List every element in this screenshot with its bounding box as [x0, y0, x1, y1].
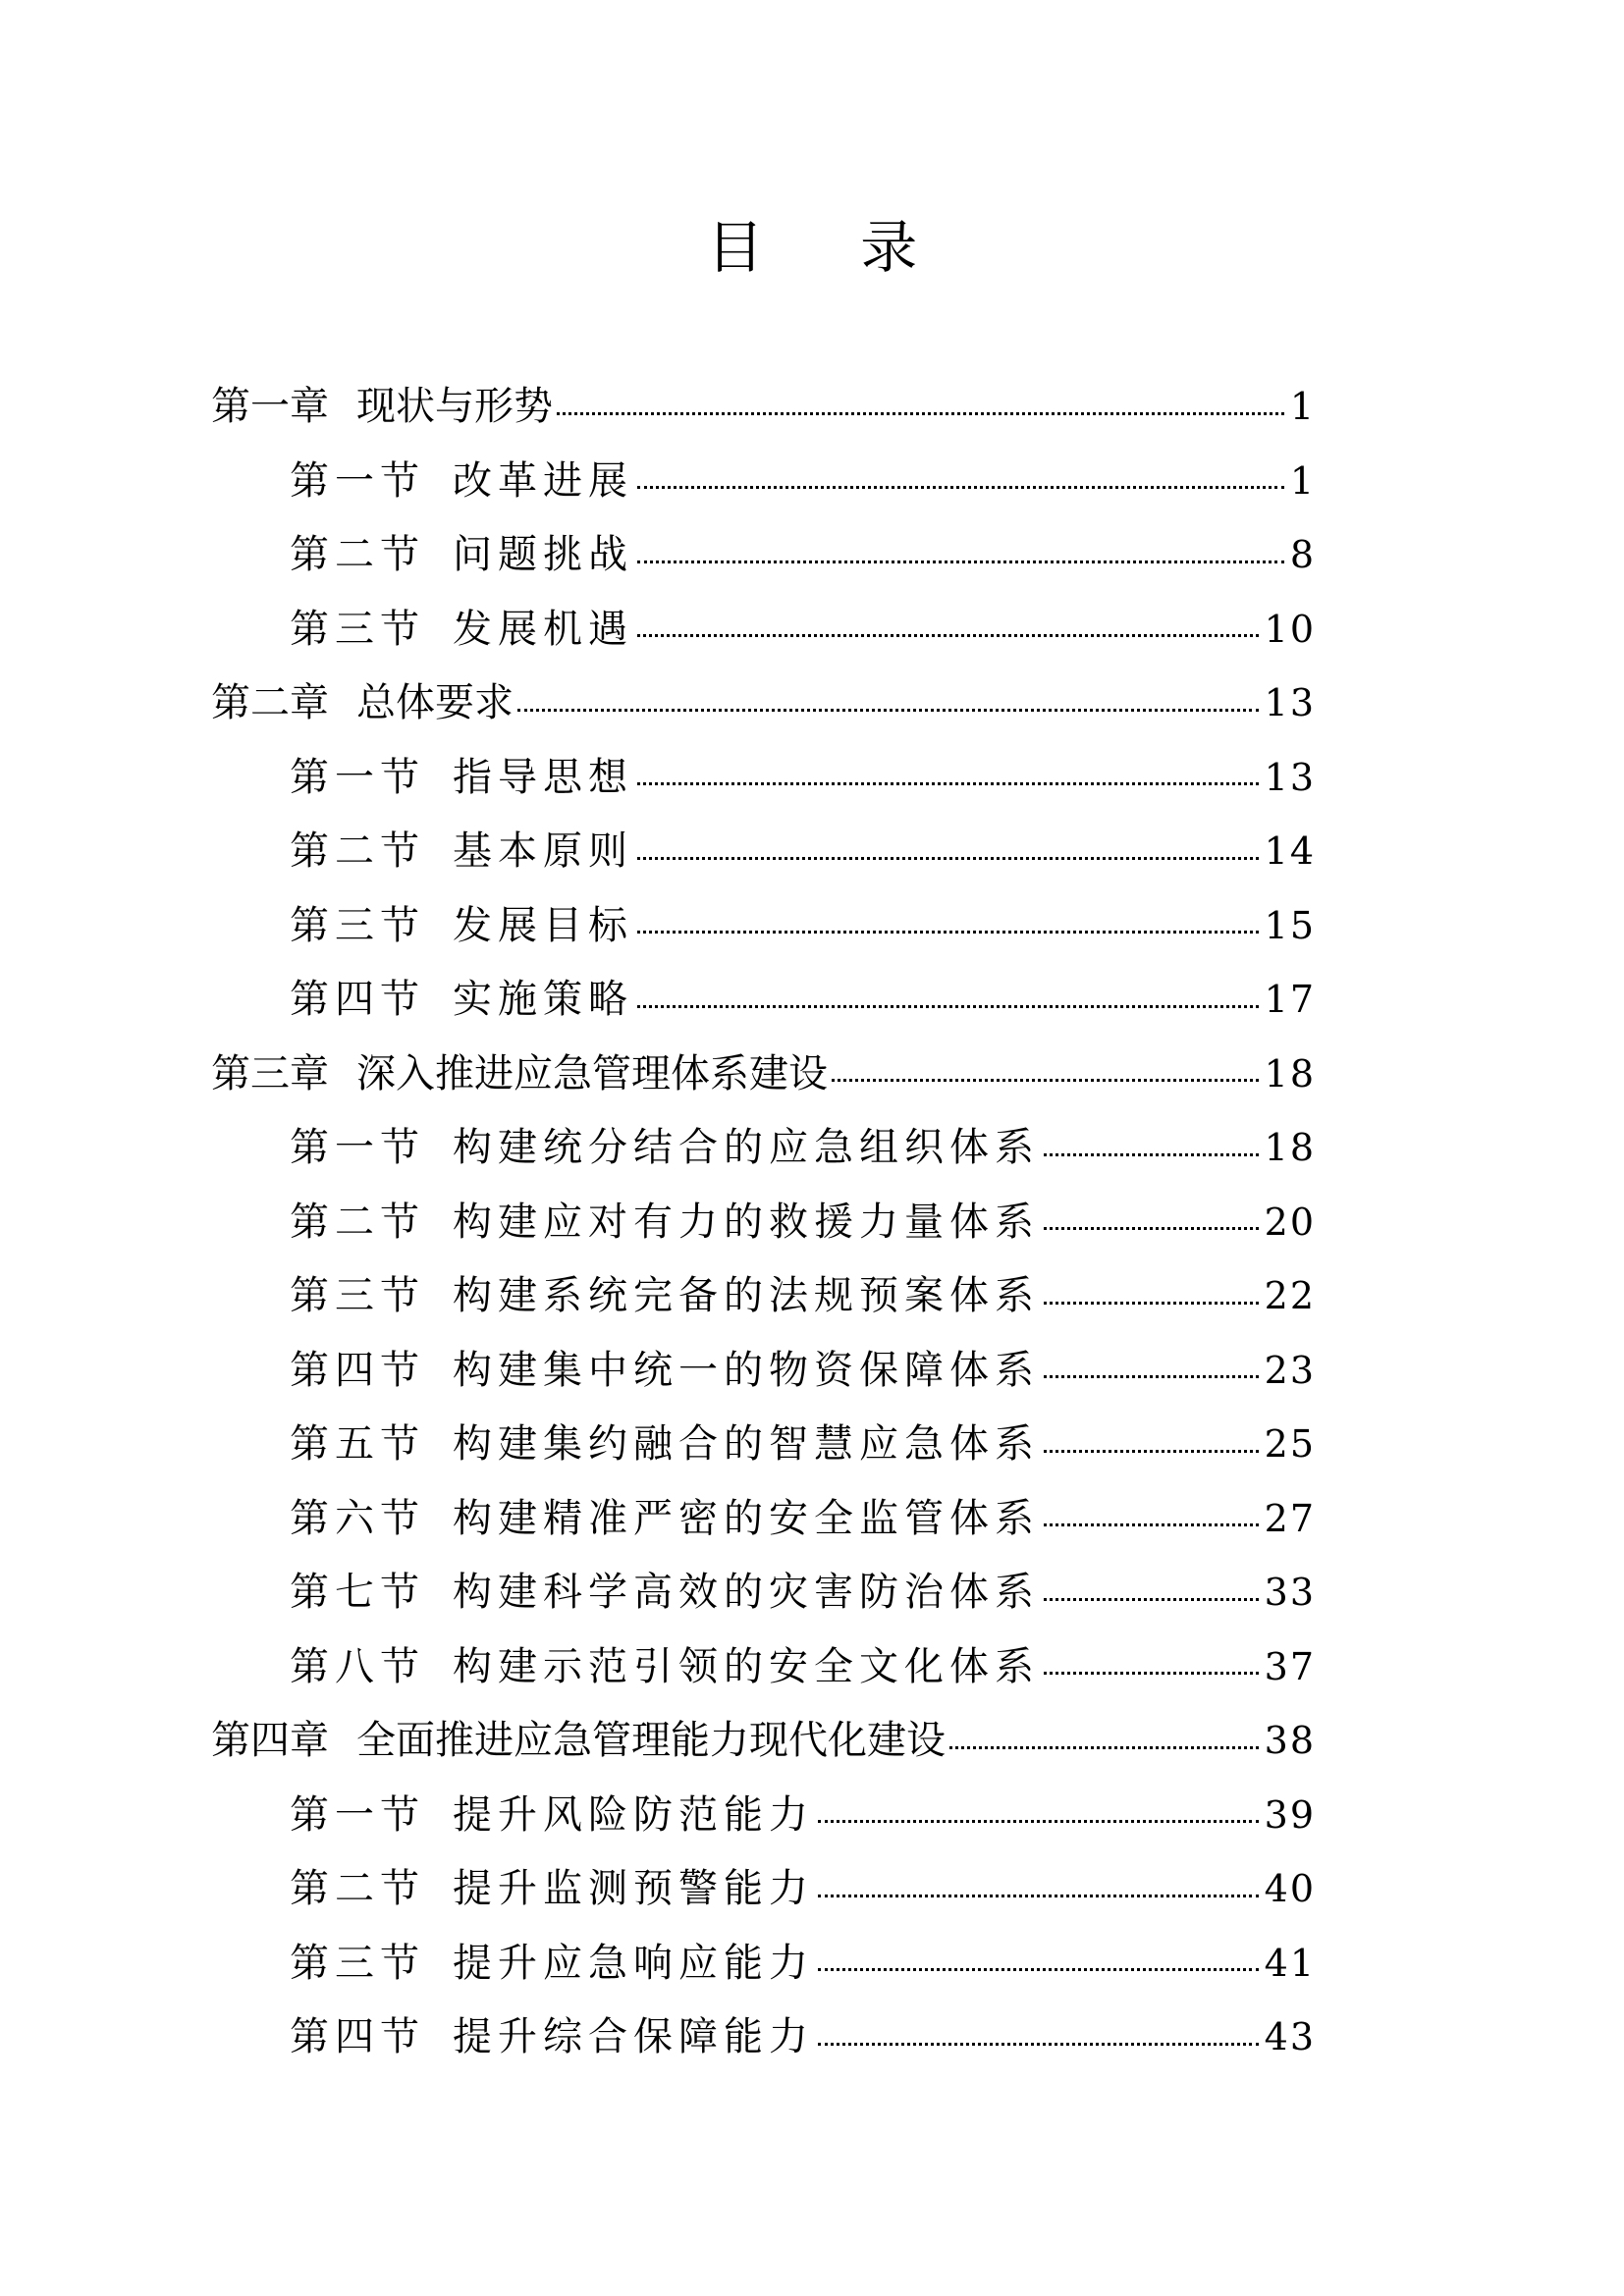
- toc-entry-page: 40: [1264, 1867, 1316, 1910]
- toc-entry-title: 基本原则: [453, 828, 633, 874]
- dot-leader: [1044, 1153, 1259, 1156]
- toc-entry-number: 第六节: [290, 1495, 425, 1541]
- dot-leader: [637, 857, 1259, 860]
- toc-entry-title: 发展机遇: [453, 606, 633, 652]
- toc-entry-section[interactable]: [290, 444, 1316, 518]
- toc-entry-title: 构建系统完备的法规预案体系: [453, 1273, 1040, 1318]
- toc-entry-section[interactable]: [290, 1851, 1316, 1926]
- toc-entry-page: 27: [1264, 1496, 1316, 1540]
- toc-entry-chapter[interactable]: [211, 369, 1316, 444]
- dot-leader: [637, 1005, 1259, 1008]
- dot-leader: [557, 412, 1284, 415]
- toc-entry-title: 构建科学高效的灾害防治体系: [453, 1570, 1040, 1615]
- toc-entry-title: 总体要求: [356, 680, 514, 725]
- toc-entry-section[interactable]: [290, 1555, 1316, 1629]
- toc-entry-title: 提升风险防范能力: [453, 1791, 814, 1838]
- toc-entry-section[interactable]: [290, 1185, 1316, 1259]
- toc-entry-page: 20: [1264, 1200, 1316, 1244]
- toc-entry-number: 第一节: [290, 754, 425, 800]
- toc-entry-section[interactable]: [290, 592, 1316, 667]
- toc-entry-number: 第二节: [290, 828, 425, 874]
- toc-entry-title: 构建集中统一的物资保障体系: [453, 1347, 1040, 1393]
- toc-entry-section[interactable]: [290, 962, 1316, 1037]
- toc-entry-number: 第三节: [290, 902, 425, 948]
- toc-entry-section[interactable]: [290, 517, 1316, 592]
- toc-entry-title: 构建集约融合的智慧应急体系: [453, 1421, 1040, 1467]
- toc-entry-number: 第一节: [290, 457, 425, 504]
- dot-leader: [637, 561, 1284, 563]
- dot-leader: [637, 782, 1259, 785]
- toc-entry-title: 改革进展: [453, 457, 633, 504]
- toc-entry-chapter[interactable]: [211, 1037, 1316, 1111]
- dot-leader: [832, 1079, 1259, 1082]
- toc-entry-title: 提升应急响应能力: [453, 1940, 814, 1986]
- dot-leader: [818, 1895, 1259, 1897]
- toc-entry-page: 18: [1264, 1126, 1316, 1169]
- toc-entry-page: 39: [1264, 1792, 1316, 1837]
- toc-entry-page: 33: [1264, 1571, 1316, 1614]
- toc-entry-title: 深入推进应急管理体系建设: [356, 1050, 828, 1096]
- toc-entry-title: 全面推进应急管理能力现代化建设: [356, 1718, 946, 1763]
- toc-entry-section[interactable]: [290, 740, 1316, 815]
- toc-entry-number: 第四章: [211, 1718, 329, 1763]
- toc-entry-number: 第三节: [290, 1940, 425, 1986]
- toc-entry-page: 38: [1264, 1719, 1316, 1762]
- toc-entry-title: 构建示范引领的安全文化体系: [453, 1643, 1040, 1689]
- toc-entry-title: 指导思想: [453, 754, 633, 800]
- toc-entry-chapter[interactable]: [211, 1703, 1316, 1778]
- toc-entry-section[interactable]: [290, 1407, 1316, 1481]
- dot-leader: [1044, 1450, 1259, 1453]
- toc-entry-page: 13: [1264, 681, 1316, 724]
- toc-entry-section[interactable]: [290, 1481, 1316, 1556]
- toc-entry-page: 41: [1264, 1941, 1316, 1985]
- toc-entry-number: 第三节: [290, 606, 425, 652]
- toc-entry-number: 第八节: [290, 1643, 425, 1689]
- toc-entry-page: 25: [1264, 1422, 1316, 1466]
- dot-leader: [637, 486, 1284, 489]
- toc-entry-number: 第二节: [290, 1199, 425, 1245]
- toc-entry-title: 发展目标: [453, 902, 633, 948]
- toc-entry-section[interactable]: [290, 1926, 1316, 2001]
- dot-leader: [1044, 1523, 1259, 1526]
- page-title: 目 录: [706, 214, 957, 281]
- toc-entry-page: 13: [1264, 755, 1316, 799]
- toc-entry-page: 8: [1289, 533, 1316, 576]
- toc-entry-section[interactable]: [290, 1258, 1316, 1333]
- toc-entry-title: 现状与形势: [356, 384, 553, 429]
- toc-entry-number: 第二节: [290, 1866, 425, 1911]
- toc-entry-page: 14: [1264, 829, 1316, 873]
- toc-entry-page: 17: [1264, 978, 1316, 1021]
- toc-entry-section[interactable]: [290, 1333, 1316, 1408]
- toc-entry-section[interactable]: [290, 814, 1316, 888]
- toc-entry-page: 43: [1264, 2015, 1316, 2058]
- dot-leader: [637, 634, 1259, 637]
- toc-entry-title: 实施策略: [453, 977, 633, 1022]
- toc-entry-title: 提升监测预警能力: [453, 1866, 814, 1911]
- toc-entry-page: 1: [1289, 458, 1316, 503]
- toc-entry-number: 第五节: [290, 1421, 425, 1467]
- toc-entry-page: 1: [1289, 385, 1316, 428]
- toc-entry-title: 提升综合保障能力: [453, 2014, 814, 2059]
- dot-leader: [1044, 1302, 1259, 1305]
- toc-entry-number: 第七节: [290, 1570, 425, 1615]
- toc-entry-number: 第四节: [290, 977, 425, 1022]
- toc-entry-number: 第三章: [211, 1050, 329, 1096]
- dot-leader: [637, 931, 1259, 934]
- toc-entry-number: 第一章: [211, 384, 329, 429]
- toc-entry-number: 第二章: [211, 680, 329, 725]
- dot-leader: [818, 1820, 1259, 1823]
- toc-entry-section[interactable]: [290, 1629, 1316, 1704]
- toc-entry-number: 第一节: [290, 1791, 425, 1838]
- toc-entry-page: 37: [1264, 1644, 1316, 1688]
- toc-entry-title: 构建精准严密的安全监管体系: [453, 1495, 1040, 1541]
- dot-leader: [949, 1746, 1259, 1749]
- toc-entry-number: 第三节: [290, 1273, 425, 1318]
- toc-entry-title: 构建统分结合的应急组织体系: [453, 1125, 1040, 1170]
- toc-entry-page: 10: [1264, 607, 1316, 651]
- toc-entry-number: 第二节: [290, 532, 425, 577]
- dot-leader: [818, 2043, 1259, 2046]
- toc-entry-section[interactable]: [290, 1110, 1316, 1185]
- toc-entry-page: 18: [1264, 1051, 1316, 1095]
- toc-entry-page: 22: [1264, 1274, 1316, 1317]
- toc-entry-section[interactable]: [290, 888, 1316, 963]
- toc-entry-title: 构建应对有力的救援力量体系: [453, 1199, 1040, 1245]
- toc-entry-section[interactable]: [290, 2000, 1316, 2074]
- dot-leader: [1044, 1672, 1259, 1675]
- dot-leader: [1044, 1375, 1259, 1378]
- toc-entry-title: 问题挑战: [453, 532, 633, 577]
- toc-entry-chapter[interactable]: [211, 666, 1316, 740]
- toc-entry-section[interactable]: [290, 1778, 1316, 1852]
- dot-leader: [517, 709, 1259, 712]
- toc-entry-page: 15: [1264, 903, 1316, 947]
- toc-entry-number: 第四节: [290, 2014, 425, 2059]
- toc-entry-page: 23: [1264, 1348, 1316, 1392]
- toc-entry-number: 第一节: [290, 1125, 425, 1170]
- toc-entry-number: 第四节: [290, 1347, 425, 1393]
- dot-leader: [1044, 1598, 1259, 1601]
- dot-leader: [818, 1968, 1259, 1971]
- dot-leader: [1044, 1227, 1259, 1230]
